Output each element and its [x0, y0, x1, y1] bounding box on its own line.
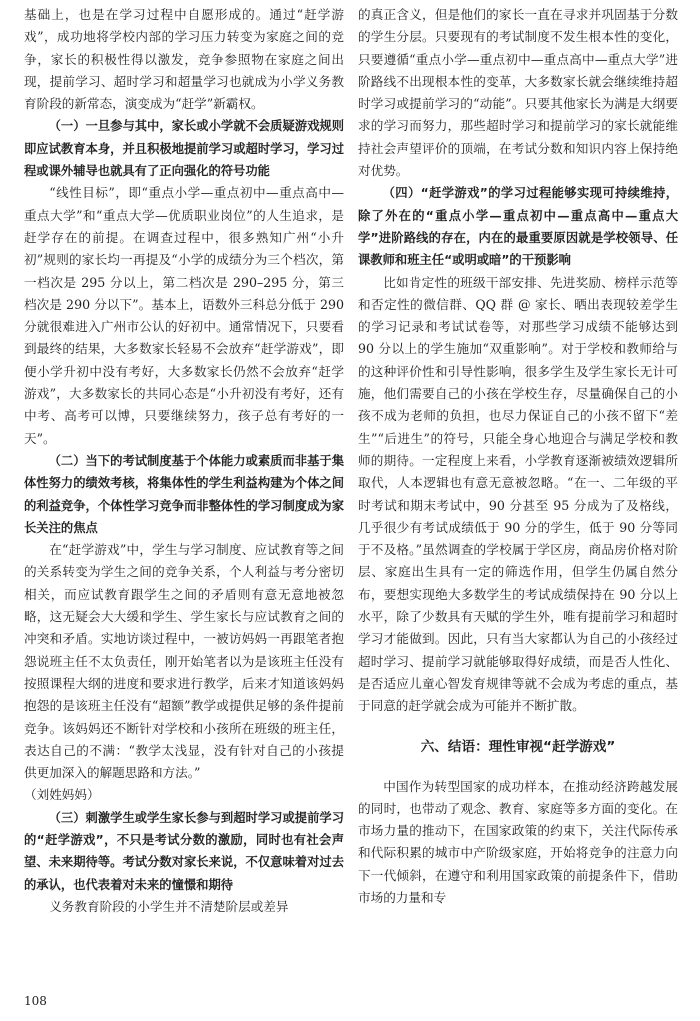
interview-source: （刘姓妈妈） [24, 787, 100, 803]
left-column [24, 4, 344, 918]
page-number: 108 [24, 994, 47, 1008]
right-paragraph-conclusion: 中国作为转型国家的成功样本，在推动经济跨越发展的同时，也带动了观念、教育、家庭等多方面的变化。在市场力量的推动下，在国家政策的约束下，关注代际传承和代际积累的城市中产阶级家庭，开始将竞争的注意力向下一代倾斜，在遵守和利用国家政策的前提条件下，借助市场的力量和专 [358, 778, 678, 905]
left-paragraph-compulsory: 义务教育阶段的小学生并不清楚阶层或差异 [49, 898, 289, 914]
subheading-three: （三）刺激学生或学生家长参与到超时学习或提前学习的“赶学游戏”，不只是考试分数的激励，同时也有社会声望、未来期待等。考试分数对家长来说，不仅意味着对过去的承认，也代表着对未来的憧憬和期待 [24, 810, 344, 892]
left-paragraph-linear-goal: “线性目标”，即“重点小学—重点初中—重点高中—重点大学”和“重点大学—优质职业岗位”的人生追求，是赶学存在的前提。在调查过程中，很多熟知广州“小升初”规则的家长均一再提及“小学的成绩分为三个档次，第一档次是 295 分以上，第二档次是 290–295 分，第三档次是 290 分以下”。基本上，语数外三科总分低于 290 分就很难进入广州市公认的好初中。通常情况下，只要看到最终的结果，大多数家长轻易不会放弃“赶学游戏”，即便小学升初中没有考好，大多数家长仍然不会放弃“赶学游戏”，大多数家长的共同心态是“小升初没有考好，还有中考、高考可以博，只要继续努力，孩子总有考好的一天”。 [24, 185, 344, 446]
subheading-one: （一）一旦参与其中，家长或小学就不会质疑游戏规则即应试教育本身，并且积极地提前学习或超时学习，学习过程或课外辅导也就具有了正向强化的符号功能 [24, 119, 344, 179]
right-paragraph-continuation: 的真正含义，但是他们的家长一直在寻求并巩固基于分数的学生分层。只要现有的考试制度不发生根本性的变化，只要遵循“重点小学—重点初中—重点高中—重点大学”进阶路线不出现根本性的变革，大多数家长就会继续维持超时学习或提前学习的“动能”。只要其他家长为满是大纲要求的学习而努力，那些超时学习和提前学习的家长就能维持社会声望评价的顶端，在考试分数和知识内容上保持绝对优势。 [358, 7, 678, 179]
subheading-two: （二）当下的考试制度基于个体能力或素质而非基于集体性努力的绩效考核，将集体性的学生利益构建为个体之间的利益竞争，个体性学习竞争而非整体性的学习制度成为家长关注的焦点 [24, 453, 344, 535]
section-title-conclusion: 六、结语：理性审视“赶学游戏” [420, 738, 616, 755]
right-column [358, 4, 678, 909]
left-paragraph-interview: 在“赶学游戏”中，学生与学习制度、应试教育等之间的关系转变为学生之间的竞争关系，个人利益与考分密切相关，而应试教育跟学生之间的矛盾则有意无意地被忽略，这无疑会大大缓和学生、学生家长与应试教育之间的冲突和矛盾。实地访谈过程中，一被访妈妈一再跟笔者抱怨说班主任不太负责任，刚开始笔者以为是该班主任没有按照课程大纲的进度和要求进行教学，后来才知道该妈妈抱怨的是该班主任没有“超额”教学或提供足够的条件提前竞争。该妈妈还不断针对学校和小孩所在班级的班主任，表达自己的不满：“教学太浅显，没有针对自己的小孩提供更加深入的解题思路和方法。” [24, 542, 344, 781]
right-paragraph-influence: 比如肯定性的班级干部安排、先进奖励、榜样示范等和否定性的微信群、QQ 群 @ 家长、晒出表现较差学生的学习记录和考试试卷等，对那些学习成绩不能够达到 90 分以上的学生施加“双重影响”。对于学校和教师给与的这种评价性和引导性影响，很多学生及学生家长无计可施，他们需要自己的小孩在学校生存，尽量确保自己的小孩不成为老师的负担，也尽力保证自己的小孩不留下“差生”“后进生”的符号，只能全身心地迎合与满足学校和教师的期待。一定程度上来看，小学教育逐渐被绩效逻辑所取代，人本逻辑也有意无意被忽略。“在一、二年级的平时考试和期末考试中，90 分甚至 95 分成为了及格线，几乎很少有考试成绩低于 90 分的学生，低于 90 分等同于不及格。”虽然调查的学校属于学区房，商品房价格对阶层、家庭出生具有一定的筛选作用，但学生仍属自然分布，要想实现绝大多数学生的考试成绩保持在 90 分以上水平，除了少数具有天赋的学生外，唯有提前学习和超时学习才能做到。因此，只有当大家都认为自己的小孩经过超时学习、提前学习就能够取得好成绩，而是否人性化、是否适应儿童心智发育规律等就不会成为考虑的重点，基于同意的赶学就会成为可能并不断扩散。 [358, 274, 678, 714]
subheading-four: （四）“赶学游戏”的学习过程能够实现可持续维持，除了外在的“重点小学—重点初中—重点高中—重点大学”进阶路线的存在，内在的最重要原因就是学校领导、任课教师和班主任“或明或暗”的干预影响 [358, 186, 678, 268]
left-paragraph-continuation: 基础上，也是在学习过程中自愿形成的。通过“赶学游戏”，成功地将学校内部的学习压力转变为家庭之间的竞争，家长的积极性得以激发，竞争参照物在家庭之间出现，提前学习、超时学习和超量学习也就成为小学义务教育阶段的新常态，演变成为“赶学”新霸权。 [24, 7, 344, 112]
